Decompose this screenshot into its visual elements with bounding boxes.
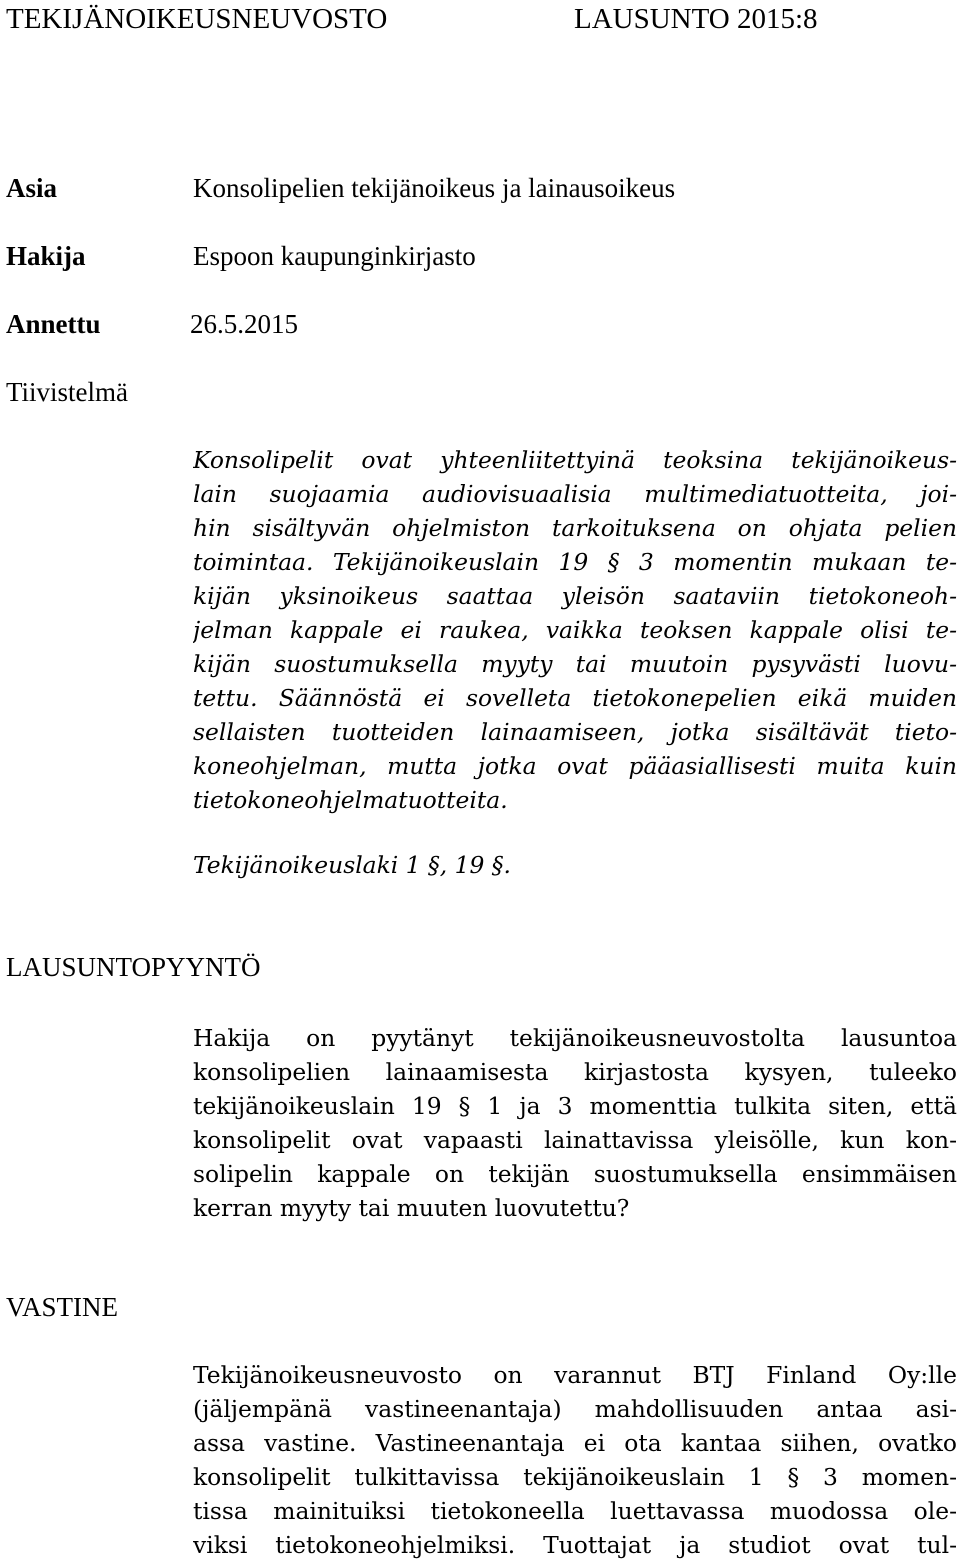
summary-line: hin sisältyvän ohjelmiston tarkoituksena on ohjata pelien (193, 514, 957, 542)
response-line: (jäljempänä vastineenantaja) mahdollisuuden antaa asi- (193, 1395, 957, 1423)
response-paragraph (193, 1358, 957, 1562)
request-line: tekijänoikeuslain 19 § 1 ja 3 momenttia tulkita siten, että (193, 1092, 957, 1120)
issued-date: 26.5.2015 (190, 309, 298, 339)
request-heading: LAUSUNTOPYYNTÖ (6, 952, 261, 982)
subject-value: Konsolipelien tekijänoikeus ja lainausoikeus (193, 173, 676, 203)
statement-number: LAUSUNTO 2015:8 (574, 3, 818, 35)
summary-line: Konsolipelit ovat yhteenliitettyinä teoksina tekijänoikeus- (193, 446, 957, 474)
summary-line: jelman kappale ei raukea, vaikka teoksen kappale olisi te- (193, 616, 957, 644)
summary-line: kijän suostumuksella myyty tai muutoin pysyvästi luovu- (193, 650, 957, 678)
response-line: assa vastine. Vastineenantaja ei ota kantaa siihen, ovatko (193, 1429, 957, 1457)
response-line: tissa mainituiksi tietokoneella luettavassa muodossa ole- (193, 1497, 957, 1525)
request-paragraph (193, 1021, 957, 1225)
summary-line: toimintaa. Tekijänoikeuslain 19 § 3 momentin mukaan te- (193, 548, 957, 576)
summary-line: koneohjelman, mutta jotka ovat pääasiallisesti muita kuin (193, 752, 957, 780)
law-reference: Tekijänoikeuslaki 1 §, 19 §. (193, 851, 511, 879)
subject-label: Asia (6, 173, 58, 203)
issued-label: Annettu (6, 309, 101, 339)
request-line: solipelin kappale on tekijän suostumuksella ensimmäisen (193, 1160, 957, 1188)
summary-line: tettu. Säännöstä ei sovelleta tietokonepelien eikä muiden (193, 684, 957, 712)
summary-paragraph (193, 443, 957, 817)
request-line: konsolipelien lainaamisesta kirjastosta kysyen, tuleeko (193, 1058, 957, 1086)
request-line: konsolipelit ovat vapaasti lainattavissa yleisölle, kun kon- (193, 1126, 957, 1154)
summary-line: tietokoneohjelmatuotteita. (193, 786, 508, 814)
response-line: viksi tietokoneohjelmiksi. Tuottajat ja studiot ovat tul- (193, 1531, 957, 1559)
request-line: Hakija on pyytänyt tekijänoikeusneuvostolta lausuntoa (193, 1024, 957, 1052)
summary-line: sellaisten tuotteiden lainaamiseen, jotka sisältävät tieto- (193, 718, 957, 746)
applicant-value: Espoon kaupunginkirjasto (193, 241, 476, 271)
response-line: konsolipelit tulkittavissa tekijänoikeuslain 1 § 3 momen- (193, 1463, 957, 1491)
summary-line: kijän yksinoikeus saattaa yleisön saataviin tietokoneoh- (193, 582, 957, 610)
summary-line: lain suojaamia audiovisuaalisia multimediatuotteita, joi- (193, 480, 957, 508)
applicant-label: Hakija (6, 241, 86, 271)
response-line: Tekijänoikeusneuvosto on varannut BTJ Finland Oy:lle (193, 1361, 957, 1389)
request-line: kerran myyty tai muuten luovutettu? (193, 1194, 630, 1222)
council-name: TEKIJÄNOIKEUSNEUVOSTO (6, 3, 388, 35)
summary-heading: Tiivistelmä (6, 377, 129, 407)
response-heading: VASTINE (6, 1292, 119, 1322)
